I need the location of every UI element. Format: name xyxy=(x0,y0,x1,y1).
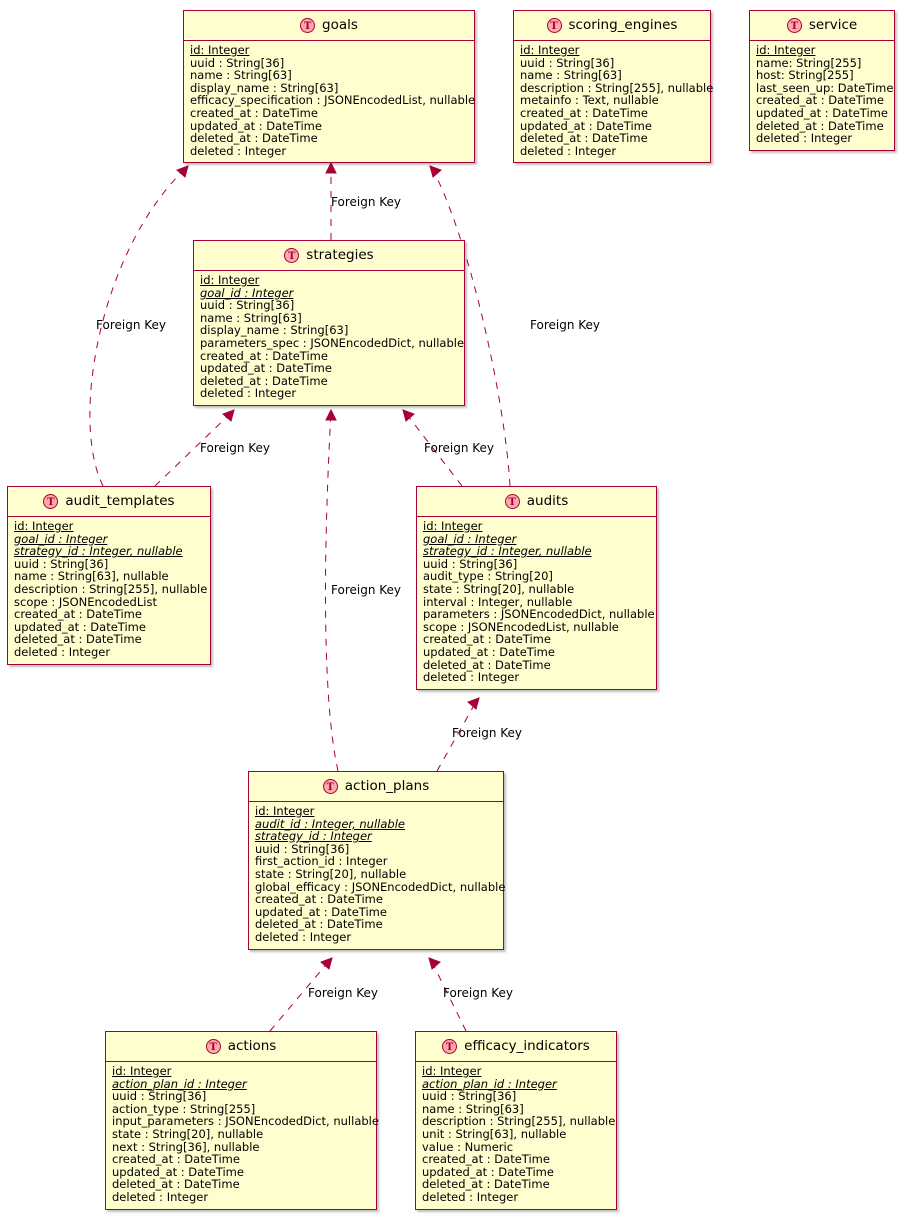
entity-name: scoring_engines xyxy=(568,17,678,33)
relationship-arrow xyxy=(326,410,336,420)
table-icon: T xyxy=(505,494,520,509)
foreign-key-field: goal_id : Integer xyxy=(423,531,517,546)
column-field: uuid : String[36] xyxy=(520,55,615,70)
column-field: created_at : DateTime xyxy=(422,1152,550,1167)
column-field: created_at : DateTime xyxy=(190,105,318,120)
column-field: efficacy_specification : JSONEncodedList, nullable xyxy=(190,93,476,108)
entity-field-list xyxy=(416,1062,616,1209)
column-field: deleted_at : DateTime xyxy=(255,917,383,932)
primary-key-field: id: Integer xyxy=(14,519,74,533)
relationship-arrow xyxy=(430,166,441,177)
column-field: input_parameters : JSONEncodedDict, nullable xyxy=(112,1114,379,1129)
column-field: audit_type : String[20] xyxy=(423,569,553,584)
relationship-label: Foreign Key xyxy=(452,726,522,740)
column-field: updated_at : DateTime xyxy=(255,904,387,919)
table-icon: T xyxy=(206,1039,221,1054)
entity-field-list xyxy=(8,517,210,664)
relationship-label: Foreign Key xyxy=(308,986,378,1000)
column-field: deleted_at : DateTime xyxy=(520,131,648,146)
column-field: first_action_id : Integer xyxy=(255,854,388,869)
column-field: name : String[63] xyxy=(190,68,292,83)
column-field: deleted : Integer xyxy=(520,143,617,158)
entity-name: audits xyxy=(526,493,569,509)
entity-header xyxy=(184,11,474,41)
foreign-key-field: goal_id : Integer xyxy=(14,531,108,546)
column-field: deleted : Integer xyxy=(14,644,111,659)
entity-audit_templates[interactable] xyxy=(7,486,211,665)
column-field: scope : JSONEncodedList xyxy=(14,594,157,609)
foreign-key-field: action_plan_id : Integer xyxy=(112,1076,247,1091)
column-field: metainfo : Text, nullable xyxy=(520,93,659,108)
entity-field-list xyxy=(514,41,714,162)
column-field: deleted : Integer xyxy=(756,131,853,146)
column-field: interval : Integer, nullable xyxy=(423,594,573,609)
column-field: deleted_at : DateTime xyxy=(14,632,142,647)
foreign-key-field: strategy_id : Integer, nullable xyxy=(423,544,592,559)
column-field: updated_at : DateTime xyxy=(520,118,652,133)
column-field: updated_at : DateTime xyxy=(190,118,322,133)
relationship-label: Foreign Key xyxy=(443,986,513,1000)
primary-key-field: id: Integer xyxy=(255,804,315,818)
column-field: name: String[255] xyxy=(756,55,862,70)
entity-name: strategies xyxy=(306,247,374,263)
table-icon: T xyxy=(43,494,58,509)
relationship-arrow xyxy=(177,166,188,177)
column-field: uuid : String[36] xyxy=(14,556,109,571)
entity-audits[interactable] xyxy=(416,486,657,690)
entity-field-list xyxy=(750,41,894,150)
column-field: last_seen_up: DateTime xyxy=(756,80,894,95)
column-field: deleted_at : DateTime xyxy=(190,131,318,146)
column-field: deleted : Integer xyxy=(112,1189,209,1204)
entity-field-list xyxy=(106,1062,379,1209)
entity-goals[interactable] xyxy=(183,10,475,163)
column-field: host: String[255] xyxy=(756,68,854,83)
entity-name: actions xyxy=(227,1038,277,1054)
column-field: updated_at : DateTime xyxy=(422,1164,554,1179)
column-field: updated_at : DateTime xyxy=(14,619,146,634)
column-field: updated_at : DateTime xyxy=(112,1164,244,1179)
foreign-key-field: goal_id : Integer xyxy=(200,285,294,300)
column-field: state : String[20], nullable xyxy=(112,1126,264,1141)
column-field: state : String[20], nullable xyxy=(423,581,575,596)
relationship-arrow xyxy=(223,410,234,421)
primary-key-field: id: Integer xyxy=(520,43,580,57)
column-field: deleted : Integer xyxy=(255,929,352,944)
entity-header xyxy=(249,772,503,802)
entity-field-list xyxy=(184,41,474,162)
column-field: deleted : Integer xyxy=(423,670,520,685)
table-icon: T xyxy=(547,18,562,33)
entity-header xyxy=(8,487,210,517)
column-field: created_at : DateTime xyxy=(200,348,328,363)
foreign-key-field: strategy_id : Integer xyxy=(255,829,372,844)
primary-key-field: id: Integer xyxy=(422,1064,482,1078)
entity-actions[interactable] xyxy=(105,1031,377,1210)
column-field: deleted_at : DateTime xyxy=(422,1177,550,1192)
column-field: created_at : DateTime xyxy=(255,892,383,907)
table-icon: T xyxy=(787,18,802,33)
entity-service[interactable] xyxy=(749,10,895,151)
column-field: deleted_at : DateTime xyxy=(423,657,551,672)
relationship-label: Foreign Key xyxy=(200,441,270,455)
column-field: uuid : String[36] xyxy=(423,556,518,571)
column-field: global_efficacy : JSONEncodedDict, nullable xyxy=(255,879,506,894)
entity-header xyxy=(416,1032,616,1062)
primary-key-field: id: Integer xyxy=(200,273,260,287)
table-icon: T xyxy=(300,18,315,33)
entity-header xyxy=(106,1032,376,1062)
column-field: action_type : String[255] xyxy=(112,1101,256,1116)
entity-field-list xyxy=(249,802,506,949)
column-field: name : String[63], nullable xyxy=(14,569,169,584)
column-field: description : String[255], nullable xyxy=(422,1114,616,1129)
column-field: created_at : DateTime xyxy=(112,1152,240,1167)
entity-scoring_engines[interactable] xyxy=(513,10,714,163)
column-field: next : String[36], nullable xyxy=(112,1139,260,1154)
column-field: name : String[63] xyxy=(200,310,302,325)
column-field: state : String[20], nullable xyxy=(255,866,407,881)
column-field: updated_at : DateTime xyxy=(756,105,888,120)
entity-strategies[interactable] xyxy=(193,240,465,406)
column-field: value : Numeric xyxy=(422,1139,514,1154)
column-field: created_at : DateTime xyxy=(14,607,142,622)
entity-header xyxy=(194,241,464,271)
column-field: scope : JSONEncodedList, nullable xyxy=(423,619,619,634)
column-field: uuid : String[36] xyxy=(200,298,295,313)
entity-action_plans[interactable] xyxy=(248,771,504,950)
table-icon: T xyxy=(284,248,299,263)
column-field: unit : String[63], nullable xyxy=(422,1126,567,1141)
column-field: parameters_spec : JSONEncodedDict, nullable xyxy=(200,335,465,350)
entity-name: audit_templates xyxy=(65,493,175,509)
column-field: uuid : String[36] xyxy=(112,1089,207,1104)
entity-name: service xyxy=(808,17,858,33)
relationship-label: Foreign Key xyxy=(331,195,401,209)
entity-header xyxy=(750,11,894,41)
entity-name: action_plans xyxy=(344,778,430,794)
primary-key-field: id: Integer xyxy=(190,43,250,57)
foreign-key-field: strategy_id : Integer, nullable xyxy=(14,544,183,559)
relationship-label: Foreign Key xyxy=(96,318,166,332)
column-field: deleted : Integer xyxy=(190,143,287,158)
column-field: deleted_at : DateTime xyxy=(756,118,884,133)
column-field: description : String[255], nullable xyxy=(14,581,208,596)
entity-header xyxy=(417,487,656,517)
relationship-arrow xyxy=(403,410,414,421)
column-field: deleted_at : DateTime xyxy=(112,1177,240,1192)
column-field: name : String[63] xyxy=(520,68,622,83)
entity-efficacy_indicators[interactable] xyxy=(415,1031,617,1210)
column-field: created_at : DateTime xyxy=(520,105,648,120)
column-field: name : String[63] xyxy=(422,1101,524,1116)
column-field: updated_at : DateTime xyxy=(423,644,555,659)
relationship-arrow xyxy=(468,698,479,709)
column-field: display_name : String[63] xyxy=(190,80,339,95)
entity-header xyxy=(514,11,710,41)
column-field: deleted_at : DateTime xyxy=(200,373,328,388)
column-field: created_at : DateTime xyxy=(423,632,551,647)
entity-name: efficacy_indicators xyxy=(464,1038,590,1054)
column-field: uuid : String[36] xyxy=(190,55,285,70)
entity-field-list xyxy=(417,517,656,689)
relationship-label: Foreign Key xyxy=(331,583,401,597)
column-field: updated_at : DateTime xyxy=(200,361,332,376)
relationship-label: Foreign Key xyxy=(424,441,494,455)
primary-key-field: id: Integer xyxy=(112,1064,172,1078)
column-field: display_name : String[63] xyxy=(200,323,349,338)
foreign-key-field: audit_id : Integer, nullable xyxy=(255,816,405,831)
column-field: parameters : JSONEncodedDict, nullable xyxy=(423,607,655,622)
entity-name: goals xyxy=(322,17,358,33)
primary-key-field: id: Integer xyxy=(423,519,483,533)
relationship-arrow xyxy=(429,958,440,969)
relationship-label: Foreign Key xyxy=(530,318,600,332)
column-field: created_at : DateTime xyxy=(756,93,884,108)
entity-field-list xyxy=(194,271,464,405)
relationship-arrow xyxy=(326,163,336,173)
table-icon: T xyxy=(442,1039,457,1054)
foreign-key-field: action_plan_id : Integer xyxy=(422,1076,557,1091)
column-field: uuid : String[36] xyxy=(422,1089,517,1104)
column-field: uuid : String[36] xyxy=(255,841,350,856)
column-field: deleted : Integer xyxy=(422,1189,519,1204)
table-icon: T xyxy=(323,779,338,794)
relationship-arrow xyxy=(321,958,332,969)
primary-key-field: id: Integer xyxy=(756,43,816,57)
column-field: description : String[255], nullable xyxy=(520,80,714,95)
column-field: deleted : Integer xyxy=(200,386,297,401)
